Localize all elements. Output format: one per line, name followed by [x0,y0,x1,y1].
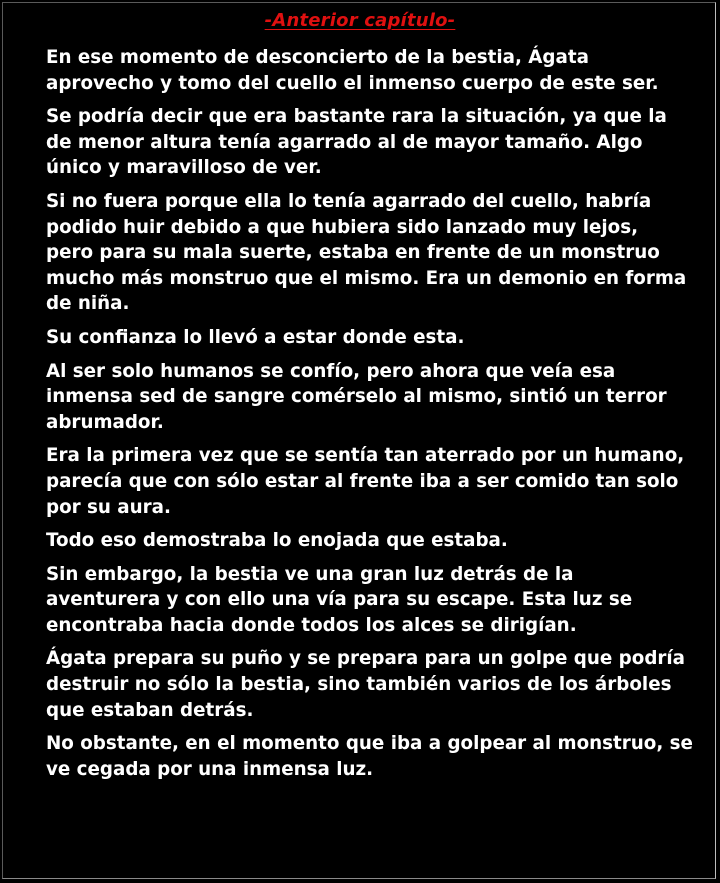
chapter-heading: -Anterior capítulo- [264,10,456,31]
paragraph [46,528,686,554]
text-line: podido huir debido a que hubiera sido lanzado muy lejos, [46,216,639,238]
paragraph [46,104,686,181]
text-line: abrumador. [46,411,164,433]
text-line: Si no fuera porque ella lo tenía agarrado del cuello, habría [46,190,652,212]
text-line: Su confianza lo llevó a estar donde esta. [46,326,465,348]
text-line: En ese momento de desconcierto de la bestia, Ágata [46,47,589,68]
text-line: pero para su mala suerte, estaba en frente de un monstruo [46,242,660,264]
text-line: Se podría decir que era bastante rara la situación, ya que la [46,106,667,128]
paragraph [46,731,693,782]
text-line: parecía que con sólo estar al frente iba a ser comido tan solo [46,470,679,492]
text-line: Todo eso demostraba lo enojada que estaba. [46,530,508,552]
text-line: aventurera y con ello una vía para su escape. Esta luz se [46,589,633,611]
text-line: por su aura. [46,496,171,518]
text-line: encontraba hacia donde todos los alces se dirigían. [46,614,577,636]
text-line: ve cegada por una inmensa luz. [46,758,374,780]
paragraph [46,646,686,723]
story-text [46,45,693,790]
text-line: Ágata prepara su puño y se prepara para un golpe que podría [46,648,686,670]
text-line: mucho más monstruo que el mismo. Era un demonio en forma [46,267,687,289]
text-line: Al ser solo humanos se confío, pero ahora que veía esa [46,360,616,382]
text-line: Era la primera vez que se sentía tan aterrado por un humano, [46,445,685,467]
paragraph [46,45,686,96]
text-line: único y maravilloso de ver. [46,157,322,179]
text-line: destruir no sólo la bestia, sino también varios de los árboles [46,674,672,696]
text-line: que estaban detrás. [46,699,254,721]
text-line: inmensa sed de sangre comérselo al mismo, sintió un terror [46,386,667,408]
text-line: de niña. [46,293,130,315]
paragraph [46,443,686,520]
paragraph [46,325,686,351]
text-line: No obstante, en el momento que iba a golpear al monstruo, se [46,733,693,755]
paragraph [46,359,686,436]
text-line: de menor altura tenía agarrado al de mayor tamaño. Algo [46,131,643,153]
text-line: aprovecho y tomo del cuello el inmenso cuerpo de este ser. [46,72,659,94]
paragraph [46,189,686,317]
text-line: Sin embargo, la bestia ve una gran luz detrás de la [46,563,574,585]
paragraph [46,562,686,639]
